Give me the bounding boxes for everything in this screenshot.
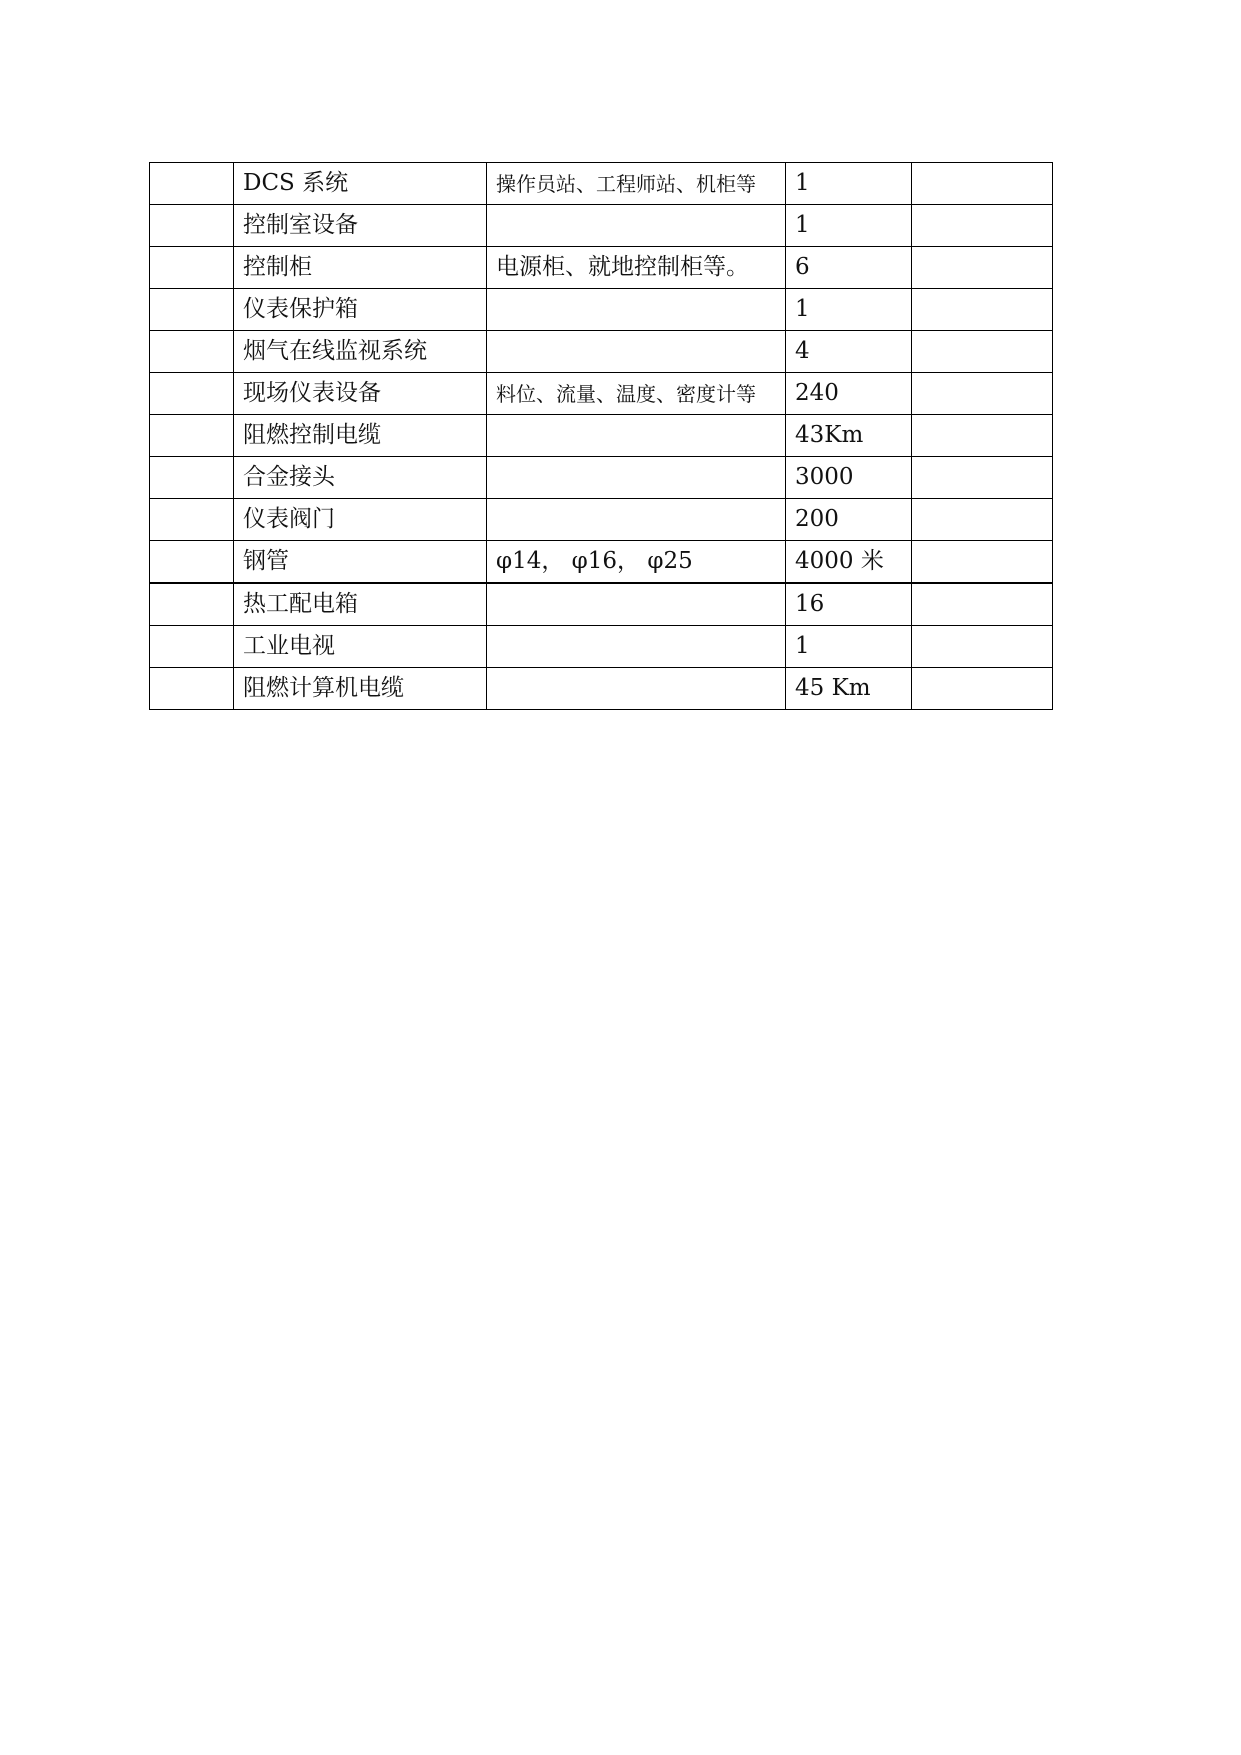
item-quantity-cell: 1 — [786, 205, 912, 247]
item-note-cell — [487, 205, 786, 247]
equipment-table — [149, 162, 1053, 710]
row-index-cell — [150, 289, 234, 331]
table-row — [150, 205, 1053, 247]
item-note-cell — [487, 457, 786, 499]
table-row — [150, 541, 1053, 584]
item-quantity-cell: 1 — [786, 626, 912, 668]
table-row — [150, 163, 1053, 205]
item-remark-cell — [912, 499, 1053, 541]
row-index-cell — [150, 626, 234, 668]
row-index-cell — [150, 499, 234, 541]
item-note-cell: 电源柜、就地控制柜等。 — [487, 247, 786, 289]
item-note-cell: φ14， φ16， φ25 — [487, 541, 786, 584]
item-name-cell: 烟气在线监视系统 — [234, 331, 487, 373]
item-name-cell: DCS 系统 — [234, 163, 487, 205]
item-quantity-cell: 16 — [786, 583, 912, 626]
item-quantity-cell: 3000 — [786, 457, 912, 499]
item-name-cell: 阻燃计算机电缆 — [234, 668, 487, 710]
item-remark-cell — [912, 626, 1053, 668]
table-row — [150, 626, 1053, 668]
row-index-cell — [150, 373, 234, 415]
item-remark-cell — [912, 415, 1053, 457]
item-name-cell: 控制室设备 — [234, 205, 487, 247]
item-quantity-cell: 45 Km — [786, 668, 912, 710]
table-row — [150, 289, 1053, 331]
item-quantity-cell: 240 — [786, 373, 912, 415]
item-remark-cell — [912, 205, 1053, 247]
item-remark-cell — [912, 668, 1053, 710]
row-index-cell — [150, 415, 234, 457]
row-index-cell — [150, 247, 234, 289]
row-index-cell — [150, 668, 234, 710]
row-index-cell — [150, 583, 234, 626]
item-quantity-cell: 43Km — [786, 415, 912, 457]
table-row — [150, 668, 1053, 710]
table-row — [150, 247, 1053, 289]
item-remark-cell — [912, 331, 1053, 373]
item-note-cell — [487, 415, 786, 457]
item-remark-cell — [912, 247, 1053, 289]
table-row — [150, 415, 1053, 457]
item-quantity-cell: 4 — [786, 331, 912, 373]
item-note-cell — [487, 289, 786, 331]
table-row — [150, 331, 1053, 373]
table-row — [150, 583, 1053, 626]
row-index-cell — [150, 331, 234, 373]
row-index-cell — [150, 541, 234, 584]
item-quantity-cell: 1 — [786, 163, 912, 205]
item-note-cell — [487, 668, 786, 710]
item-remark-cell — [912, 457, 1053, 499]
item-note-cell — [487, 499, 786, 541]
item-name-cell: 合金接头 — [234, 457, 487, 499]
item-name-cell: 热工配电箱 — [234, 583, 487, 626]
item-note-cell — [487, 626, 786, 668]
row-index-cell — [150, 163, 234, 205]
item-note-cell — [487, 583, 786, 626]
item-quantity-cell: 1 — [786, 289, 912, 331]
item-name-cell: 钢管 — [234, 541, 487, 584]
item-note-cell: 料位、流量、温度、密度计等 — [487, 373, 786, 415]
item-quantity-cell: 4000 米 — [786, 541, 912, 584]
item-name-cell: 工业电视 — [234, 626, 487, 668]
item-note-cell — [487, 331, 786, 373]
table-row — [150, 499, 1053, 541]
item-name-cell: 控制柜 — [234, 247, 487, 289]
item-remark-cell — [912, 583, 1053, 626]
item-name-cell: 仪表阀门 — [234, 499, 487, 541]
item-name-cell: 仪表保护箱 — [234, 289, 487, 331]
table-row — [150, 457, 1053, 499]
item-remark-cell — [912, 163, 1053, 205]
item-name-cell: 阻燃控制电缆 — [234, 415, 487, 457]
item-quantity-cell: 200 — [786, 499, 912, 541]
item-note-cell: 操作员站、工程师站、机柜等 — [487, 163, 786, 205]
item-remark-cell — [912, 373, 1053, 415]
item-remark-cell — [912, 289, 1053, 331]
item-remark-cell — [912, 541, 1053, 584]
item-quantity-cell: 6 — [786, 247, 912, 289]
row-index-cell — [150, 205, 234, 247]
item-name-cell: 现场仪表设备 — [234, 373, 487, 415]
table-row — [150, 373, 1053, 415]
row-index-cell — [150, 457, 234, 499]
